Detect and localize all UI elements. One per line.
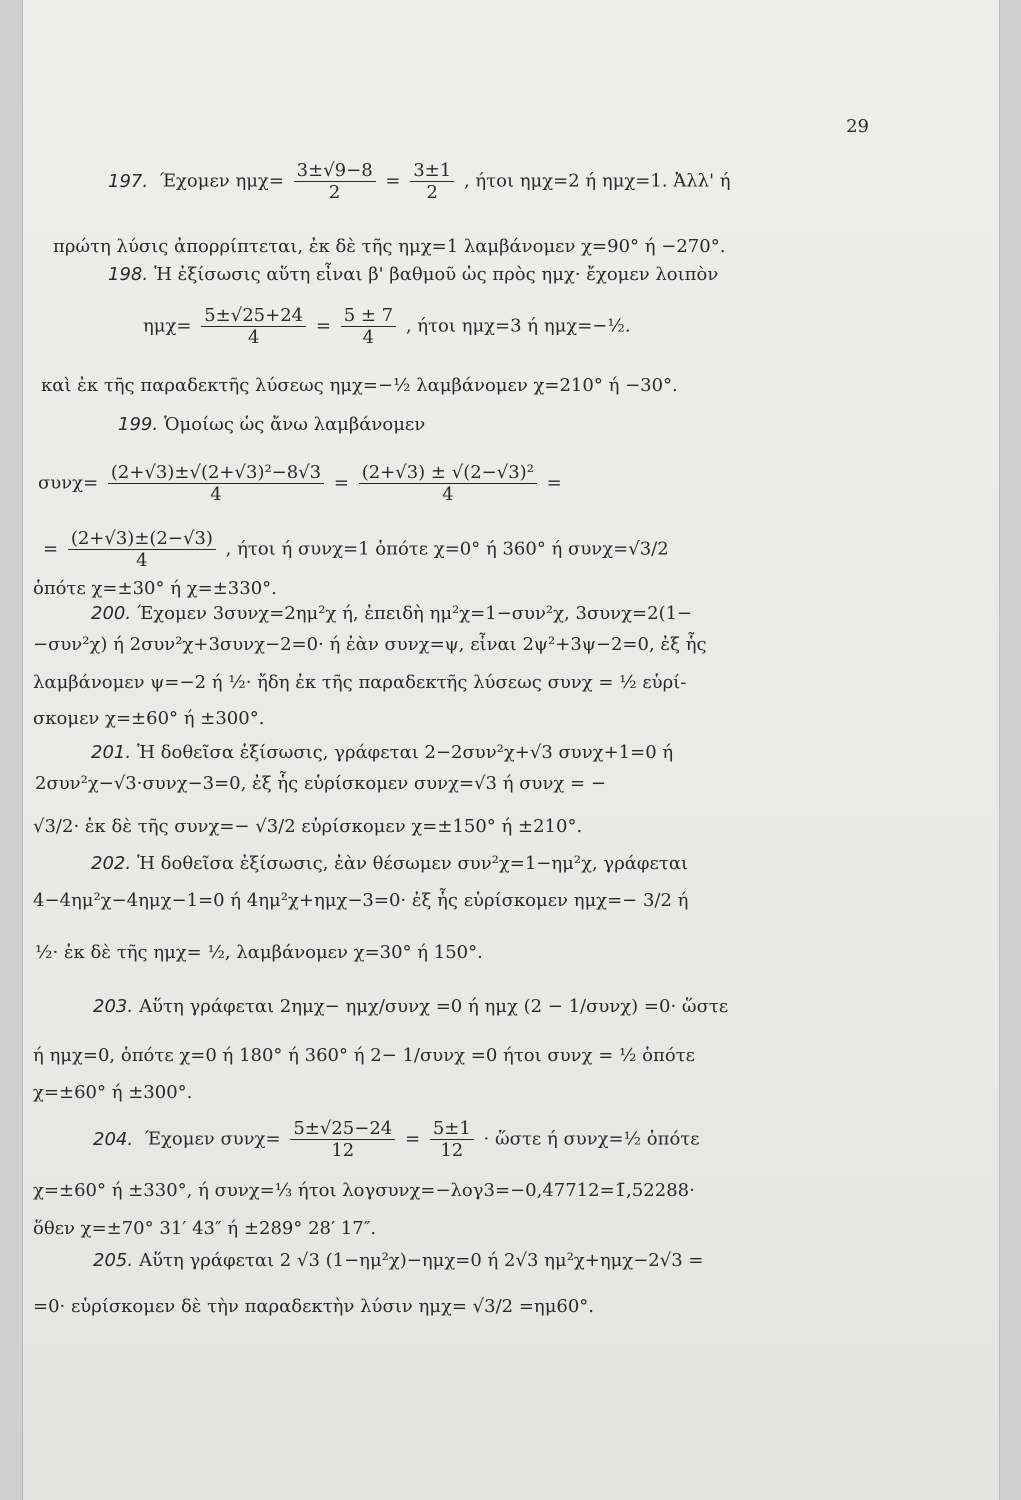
line-199c: = $\frac{(2+√3)\pm(2-√3)}{4}$ , ήτοι ή συνχ=1 ὁπότε χ=0° ή 360° ή συνχ=√3/2	[43, 528, 669, 571]
page-number: 29	[846, 116, 869, 137]
line-204b: χ=±60° ή ±330°, ή συνχ=⅓ ήτοι λογσυνχ=−λογ3=−0,47712=1̄,52288·	[33, 1180, 695, 1201]
fraction: $\frac{\text{(2+√3)±√(2+√3)²−8√3}}{4}$	[108, 462, 324, 505]
line-200d: σκομεν χ=±60° ή ±300°.	[33, 708, 265, 729]
line-203c: χ=±60° ή ±300°.	[33, 1082, 193, 1103]
line-199a: 199. Ὁμοίως ὡς ἄνω λαμβάνομεν	[118, 414, 426, 435]
line-205b: =0· εὑρίσκομεν δὲ τὴν παραδεκτὴν λύσιν ημχ= √3/2 =ημ60°.	[33, 1296, 595, 1317]
page	[22, 0, 1000, 1500]
fraction: $\frac{5\pm√25-24}{12}$	[290, 1118, 395, 1161]
fraction: $\frac{5\pm√25+24}{4}$	[201, 305, 306, 348]
line-200a: 200. Έχομεν 3συνχ=2ημ²χ ή, ἐπειδὴ ημ²χ=1−συν²χ, 3συνχ=2(1−	[91, 603, 693, 624]
fraction: $\frac{3\pm 1}{2}$	[410, 160, 454, 203]
line-203b: ή ημχ=0, ὁπότε χ=0 ή 180° ή 360° ή 2− 1/συνχ =0 ήτοι συνχ = ½ ὁπότε	[33, 1045, 695, 1066]
fraction: $\frac{5\pm 1}{12}$	[430, 1118, 474, 1161]
line-201c: √3/2· ἐκ δὲ τῆς συνχ=− √3/2 εὑρίσκομεν χ=±150° ή ±210°.	[33, 816, 583, 837]
line-199d: ὁπότε χ=±30° ή χ=±330°.	[33, 578, 277, 599]
line-200c: λαμβάνομεν ψ=−2 ή ½· ἤδη ἐκ τῆς παραδεκτῆς λύσεως συνχ = ½ εὑρί-	[33, 672, 687, 693]
line-198a: 198. Ἡ ἐξίσωσις αὕτη εἶναι β' βαθμοῦ ὡς πρὸς ημχ· ἔχομεν λοιπὸν	[108, 264, 719, 285]
line-202c: ½· ἐκ δὲ τῆς ημχ= ½, λαμβάνομεν χ=30° ή 150°.	[35, 942, 483, 963]
line-202a: 202. Ἡ δοθεῖσα ἐξίσωσις, ἐὰν θέσωμεν συν²χ=1−ημ²χ, γράφεται	[91, 853, 689, 874]
line-201a: 201. Ἡ δοθεῖσα ἐξίσωσις, γράφεται 2−2συν²χ+√3 συνχ+1=0 ή	[91, 742, 674, 763]
line-199b: συνχ= $\frac{\text{(2+√3)±√(2+√3)²−8√3}}{4}$ = $\frac{\text{(2+√3) ± √(2−√3)²}}{4}$ =	[38, 462, 562, 505]
line-198c: καὶ ἐκ τῆς παραδεκτῆς λύσεως ημχ=−½ λαμβάνομεν χ=210° ή −30°.	[41, 375, 678, 396]
line-202b: 4−4ημ²χ−4ημχ−1=0 ή 4ημ²χ+ημχ−3=0· ἐξ ἧς εὑρίσκομεν ημχ=− 3/2 ή	[33, 890, 689, 911]
line-197a: 197. Έχομεν ημχ= $\frac{3\pm√9-8}{2}$ = $\frac{3\pm 1}{2}$ , ήτοι ημχ=2 ή ημχ=1. Ἀλλ' ή	[108, 160, 731, 203]
fraction: $\frac{5 \pm 7}{4}$	[341, 305, 396, 348]
fraction: $\frac{(2+√3)\pm(2-√3)}{4}$	[68, 528, 216, 571]
fraction: $\frac{3\pm√9-8}{2}$	[294, 160, 376, 203]
line-200b: −συν²χ) ή 2συν²χ+3συνχ−2=0· ή ἐὰν συνχ=ψ, εἶναι 2ψ²+3ψ−2=0, ἐξ ἧς	[33, 634, 707, 655]
line-201b: 2συν²χ−√3·συνχ−3=0, ἐξ ἧς εὑρίσκομεν συνχ=√3 ή συνχ = −	[35, 773, 606, 794]
line-204c: ὅθεν χ=±70° 31′ 43″ ή ±289° 28′ 17″.	[33, 1218, 377, 1239]
line-205a: 205. Αὕτη γράφεται 2 √3 (1−ημ²χ)−ημχ=0 ή 2√3 ημ²χ+ημχ−2√3 =	[93, 1250, 704, 1271]
line-204a: 204. Έχομεν συνχ= $\frac{5\pm√25-24}{12}$ = $\frac{5\pm 1}{12}$ · ὥστε ή συνχ=½ ὁπότε	[93, 1118, 700, 1161]
line-203a: 203. Αὕτη γράφεται 2ημχ− ημχ/συνχ =0 ή ημχ (2 − 1/συνχ) =0· ὥστε	[93, 996, 729, 1017]
fraction: $\frac{\text{(2+√3) ± √(2−√3)²}}{4}$	[359, 462, 537, 505]
item-number: 197.	[108, 170, 149, 192]
line-198b: ημχ= $\frac{5\pm√25+24}{4}$ = $\frac{5 \pm 7}{4}$ , ήτοι ημχ=3 ή ημχ=−½.	[143, 305, 631, 348]
line-197b: πρώτη λύσις ἀπορρίπτεται, ἐκ δὲ τῆς ημχ=1 λαμβάνομεν χ=90° ή −270°.	[53, 236, 726, 257]
